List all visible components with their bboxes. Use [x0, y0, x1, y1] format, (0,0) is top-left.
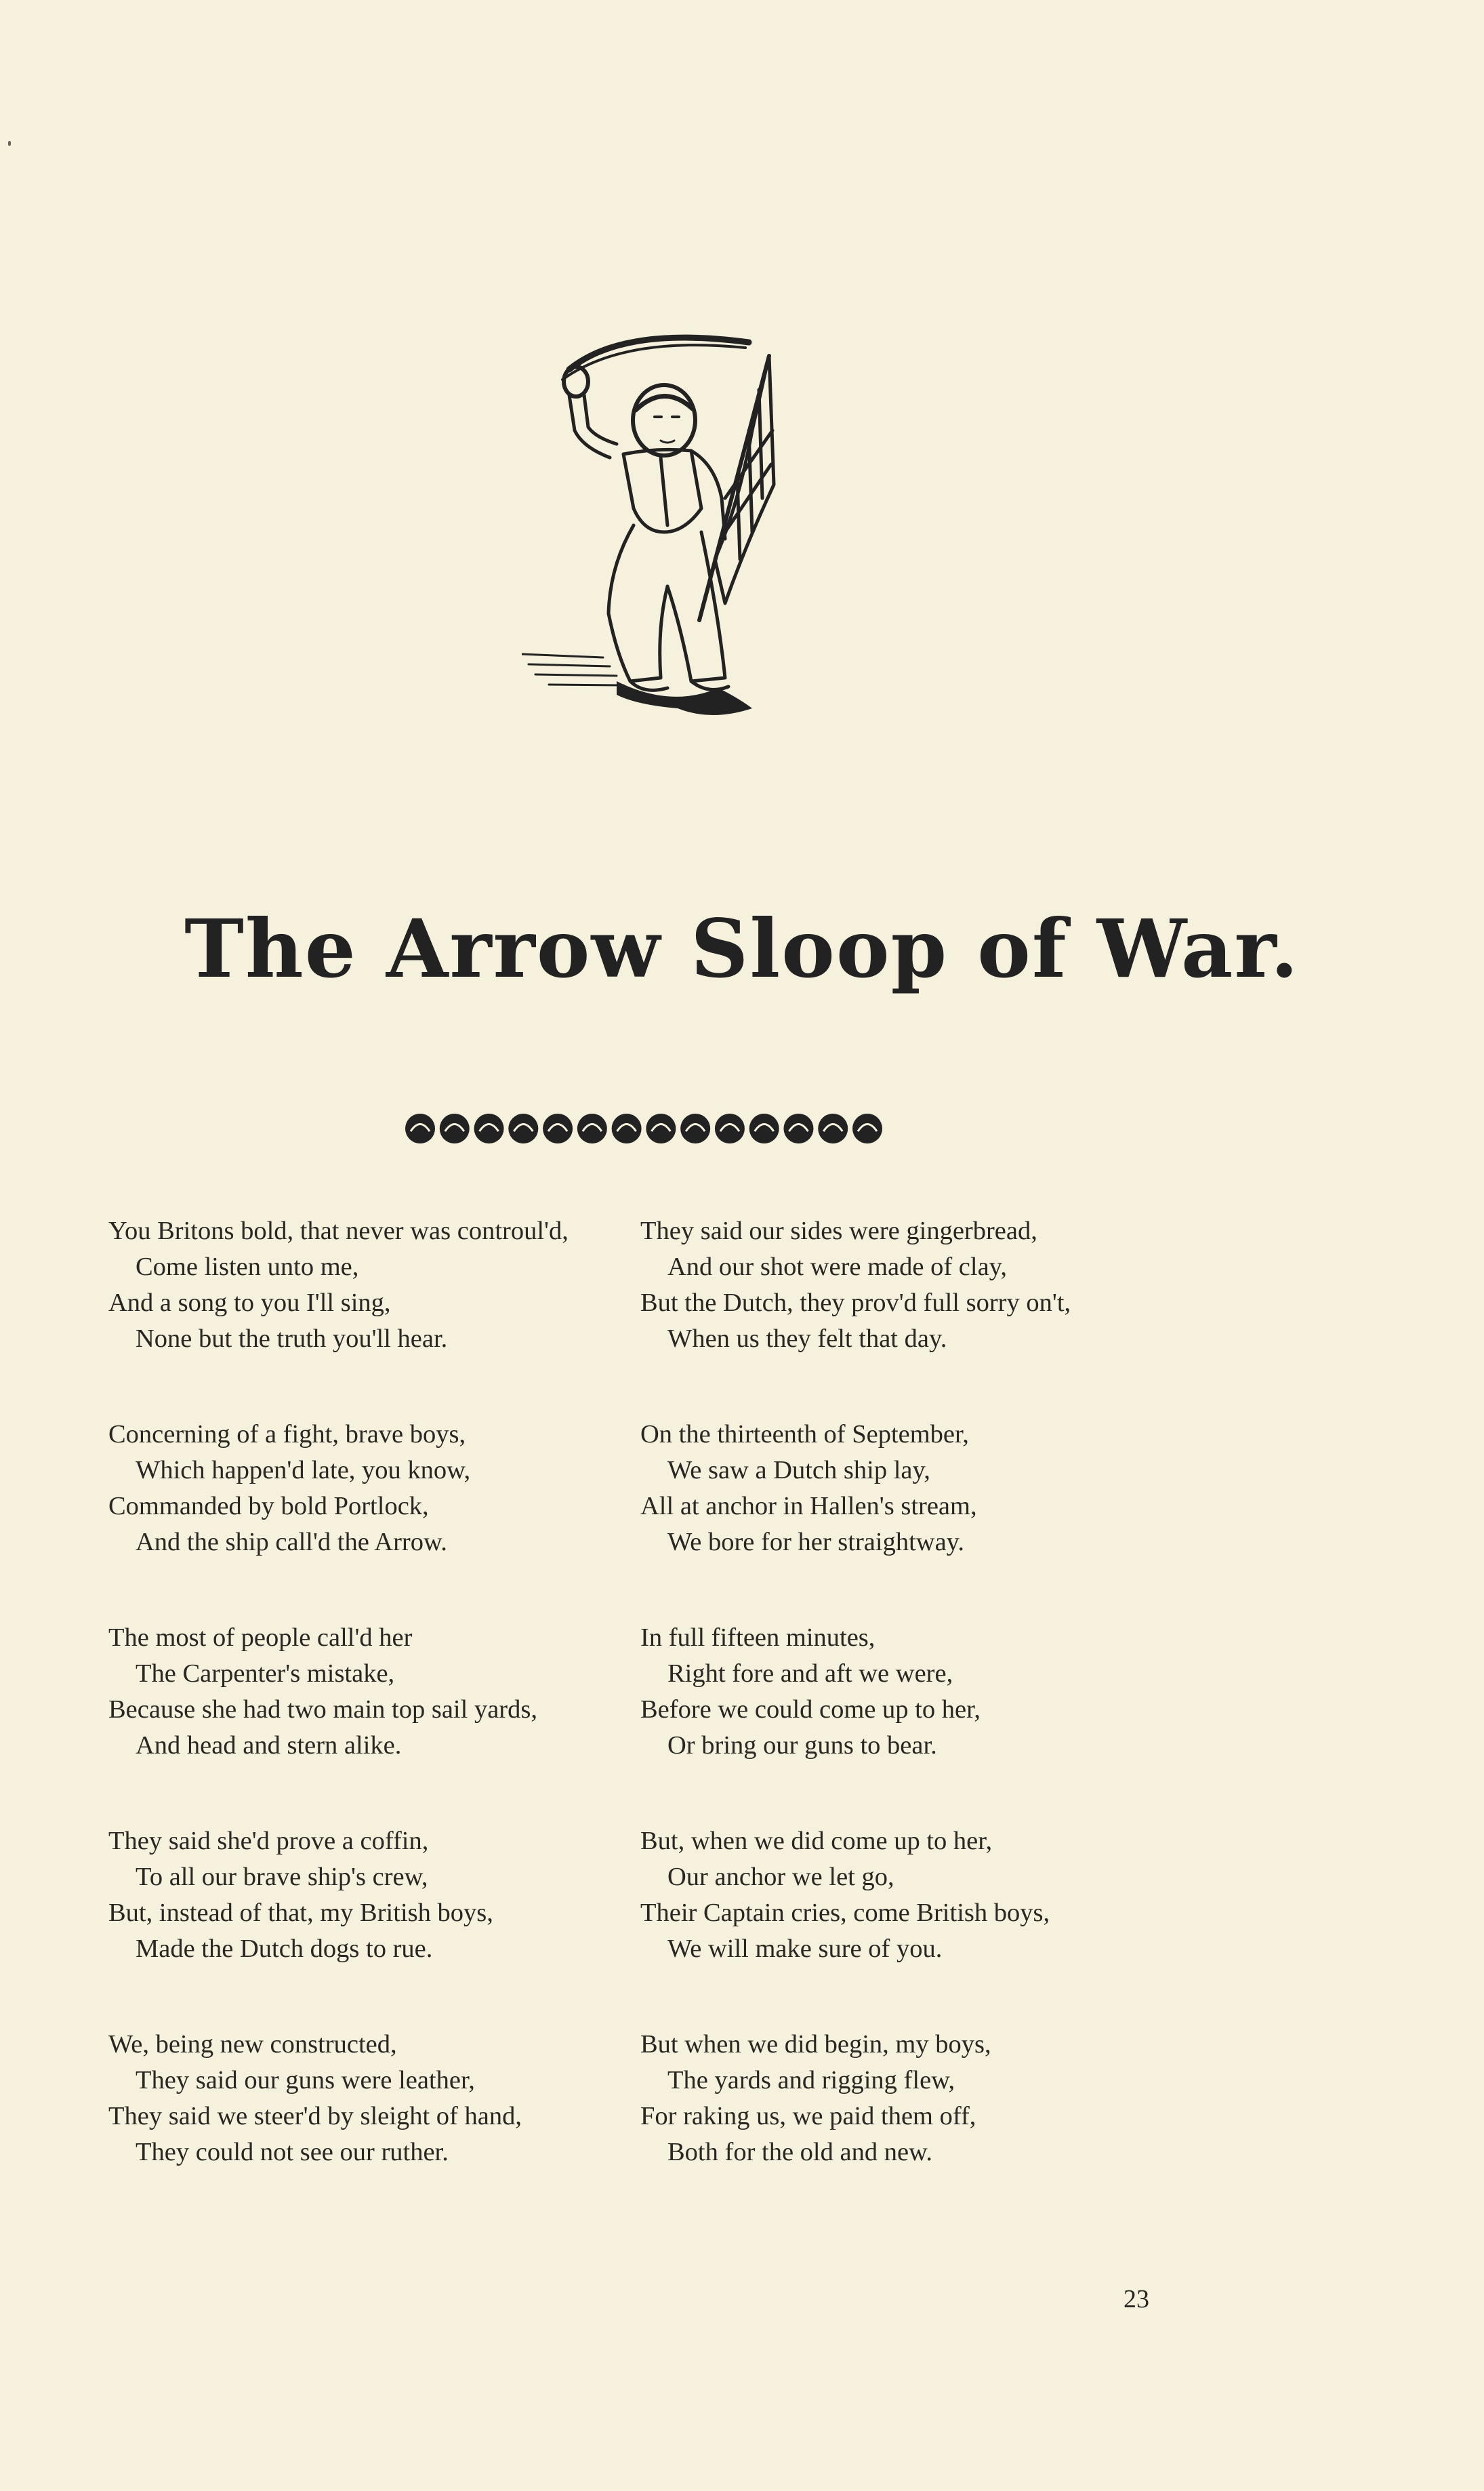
- verse-line: And our shot were made of clay,: [667, 1253, 1008, 1281]
- stanza: [640, 1213, 1318, 1357]
- verse-line: We saw a Dutch ship lay,: [667, 1456, 930, 1484]
- stanza: [108, 1417, 651, 1560]
- ornament-dot: [715, 1114, 745, 1143]
- ornament-dot: [508, 1114, 538, 1143]
- verse-line: But, when we did come up to her,: [640, 1827, 993, 1855]
- verse-line: To all our brave ship's crew,: [136, 1863, 428, 1891]
- verse-line: They said we steer'd by sleight of hand,: [108, 2102, 522, 2130]
- paper-speck: [8, 141, 11, 146]
- verse-line: And a song to you I'll sing,: [108, 1289, 391, 1317]
- verse-line: They said our sides were gingerbread,: [640, 1217, 1037, 1245]
- stanza: [108, 2027, 651, 2170]
- verse-line: But when we did begin, my boys,: [640, 2030, 991, 2059]
- ornament-rule: [403, 1109, 884, 1148]
- ornament-dot: [749, 1114, 779, 1143]
- verse-line: Which happen'd late, you know,: [136, 1456, 471, 1484]
- ornament-dot: [612, 1114, 642, 1143]
- stanza-gap: [108, 1357, 651, 1417]
- verse-line: They said our guns were leather,: [136, 2066, 475, 2094]
- verse-line: We, being new constructed,: [108, 2030, 397, 2059]
- verse-line: Right fore and aft we were,: [667, 1659, 953, 1688]
- verse-line: None but the truth you'll hear.: [136, 1324, 448, 1353]
- stanza-gap: [640, 1967, 1318, 2027]
- verse-line: For raking us, we paid them off,: [640, 2102, 976, 2130]
- verse-line: Before we could come up to her,: [640, 1695, 981, 1724]
- verse-line: You Britons bold, that never was controul'd,: [108, 1217, 569, 1245]
- verse-line: We bore for her straightway.: [667, 1528, 965, 1556]
- ornament-dot: [783, 1114, 813, 1143]
- stanza-gap: [108, 1560, 651, 1620]
- verse-line: Concerning of a fight, brave boys,: [108, 1420, 466, 1449]
- verse-line: The most of people call'd her: [108, 1623, 413, 1652]
- verse-line: When us they felt that day.: [667, 1324, 947, 1353]
- ornament-dot: [680, 1114, 710, 1143]
- page-number: 23: [1124, 2285, 1149, 2313]
- ornament-dot: [543, 1114, 573, 1143]
- verse-line: The Carpenter's mistake,: [136, 1659, 395, 1688]
- stanza-gap: [108, 1764, 651, 1823]
- verse-line: We will make sure of you.: [667, 1935, 943, 1963]
- verse-line: And the ship call'd the Arrow.: [136, 1528, 447, 1556]
- poem-left-column: [108, 1213, 651, 2170]
- verse-line: Commanded by bold Portlock,: [108, 1492, 429, 1520]
- verse-line: Come listen unto me,: [136, 1253, 359, 1281]
- stanza-gap: [108, 1967, 651, 2027]
- verse-line: In full fifteen minutes,: [640, 1623, 875, 1652]
- stanza-gap: [640, 1560, 1318, 1620]
- stanza-gap: [640, 1764, 1318, 1823]
- ornament-dot: [577, 1114, 607, 1143]
- ornament-dot: [852, 1114, 882, 1143]
- stanza-gap: [640, 1357, 1318, 1417]
- verse-line: Made the Dutch dogs to rue.: [136, 1935, 433, 1963]
- verse-line: The yards and rigging flew,: [667, 2066, 955, 2094]
- verse-line: Their Captain cries, come British boys,: [640, 1899, 1050, 1927]
- verse-line: Or bring our guns to bear.: [667, 1731, 937, 1760]
- verse-line: Both for the old and new.: [667, 2138, 932, 2166]
- ornament-dot: [405, 1114, 435, 1143]
- verse-line: But, instead of that, my British boys,: [108, 1899, 493, 1927]
- verse-line: Our anchor we let go,: [667, 1863, 894, 1891]
- ornament-dot: [818, 1114, 848, 1143]
- verse-line: They could not see our ruther.: [136, 2138, 449, 2166]
- stanza: [108, 1213, 651, 1357]
- stanza: [108, 1823, 651, 1967]
- stanza: [640, 1620, 1318, 1764]
- poem-title: The Arrow Sloop of War.: [184, 902, 1300, 996]
- ornament-dot: [440, 1114, 470, 1143]
- stanza: [640, 1417, 1318, 1560]
- poem-right-column: [640, 1213, 1318, 2170]
- verse-line: They said she'd prove a coffin,: [108, 1827, 429, 1855]
- verse-line: And head and stern alike.: [136, 1731, 402, 1760]
- stanza: [108, 1620, 651, 1764]
- verse-line: On the thirteenth of September,: [640, 1420, 969, 1449]
- ornament-dot: [646, 1114, 676, 1143]
- verse-line: But the Dutch, they prov'd full sorry on't,: [640, 1289, 1071, 1317]
- verse-line: All at anchor in Hallen's stream,: [640, 1492, 977, 1520]
- sailor-illustration: [522, 329, 779, 735]
- ornament-dot: [474, 1114, 504, 1143]
- verse-line: Because she had two main top sail yards,: [108, 1695, 537, 1724]
- stanza: [640, 1823, 1318, 1967]
- stanza: [640, 2027, 1318, 2170]
